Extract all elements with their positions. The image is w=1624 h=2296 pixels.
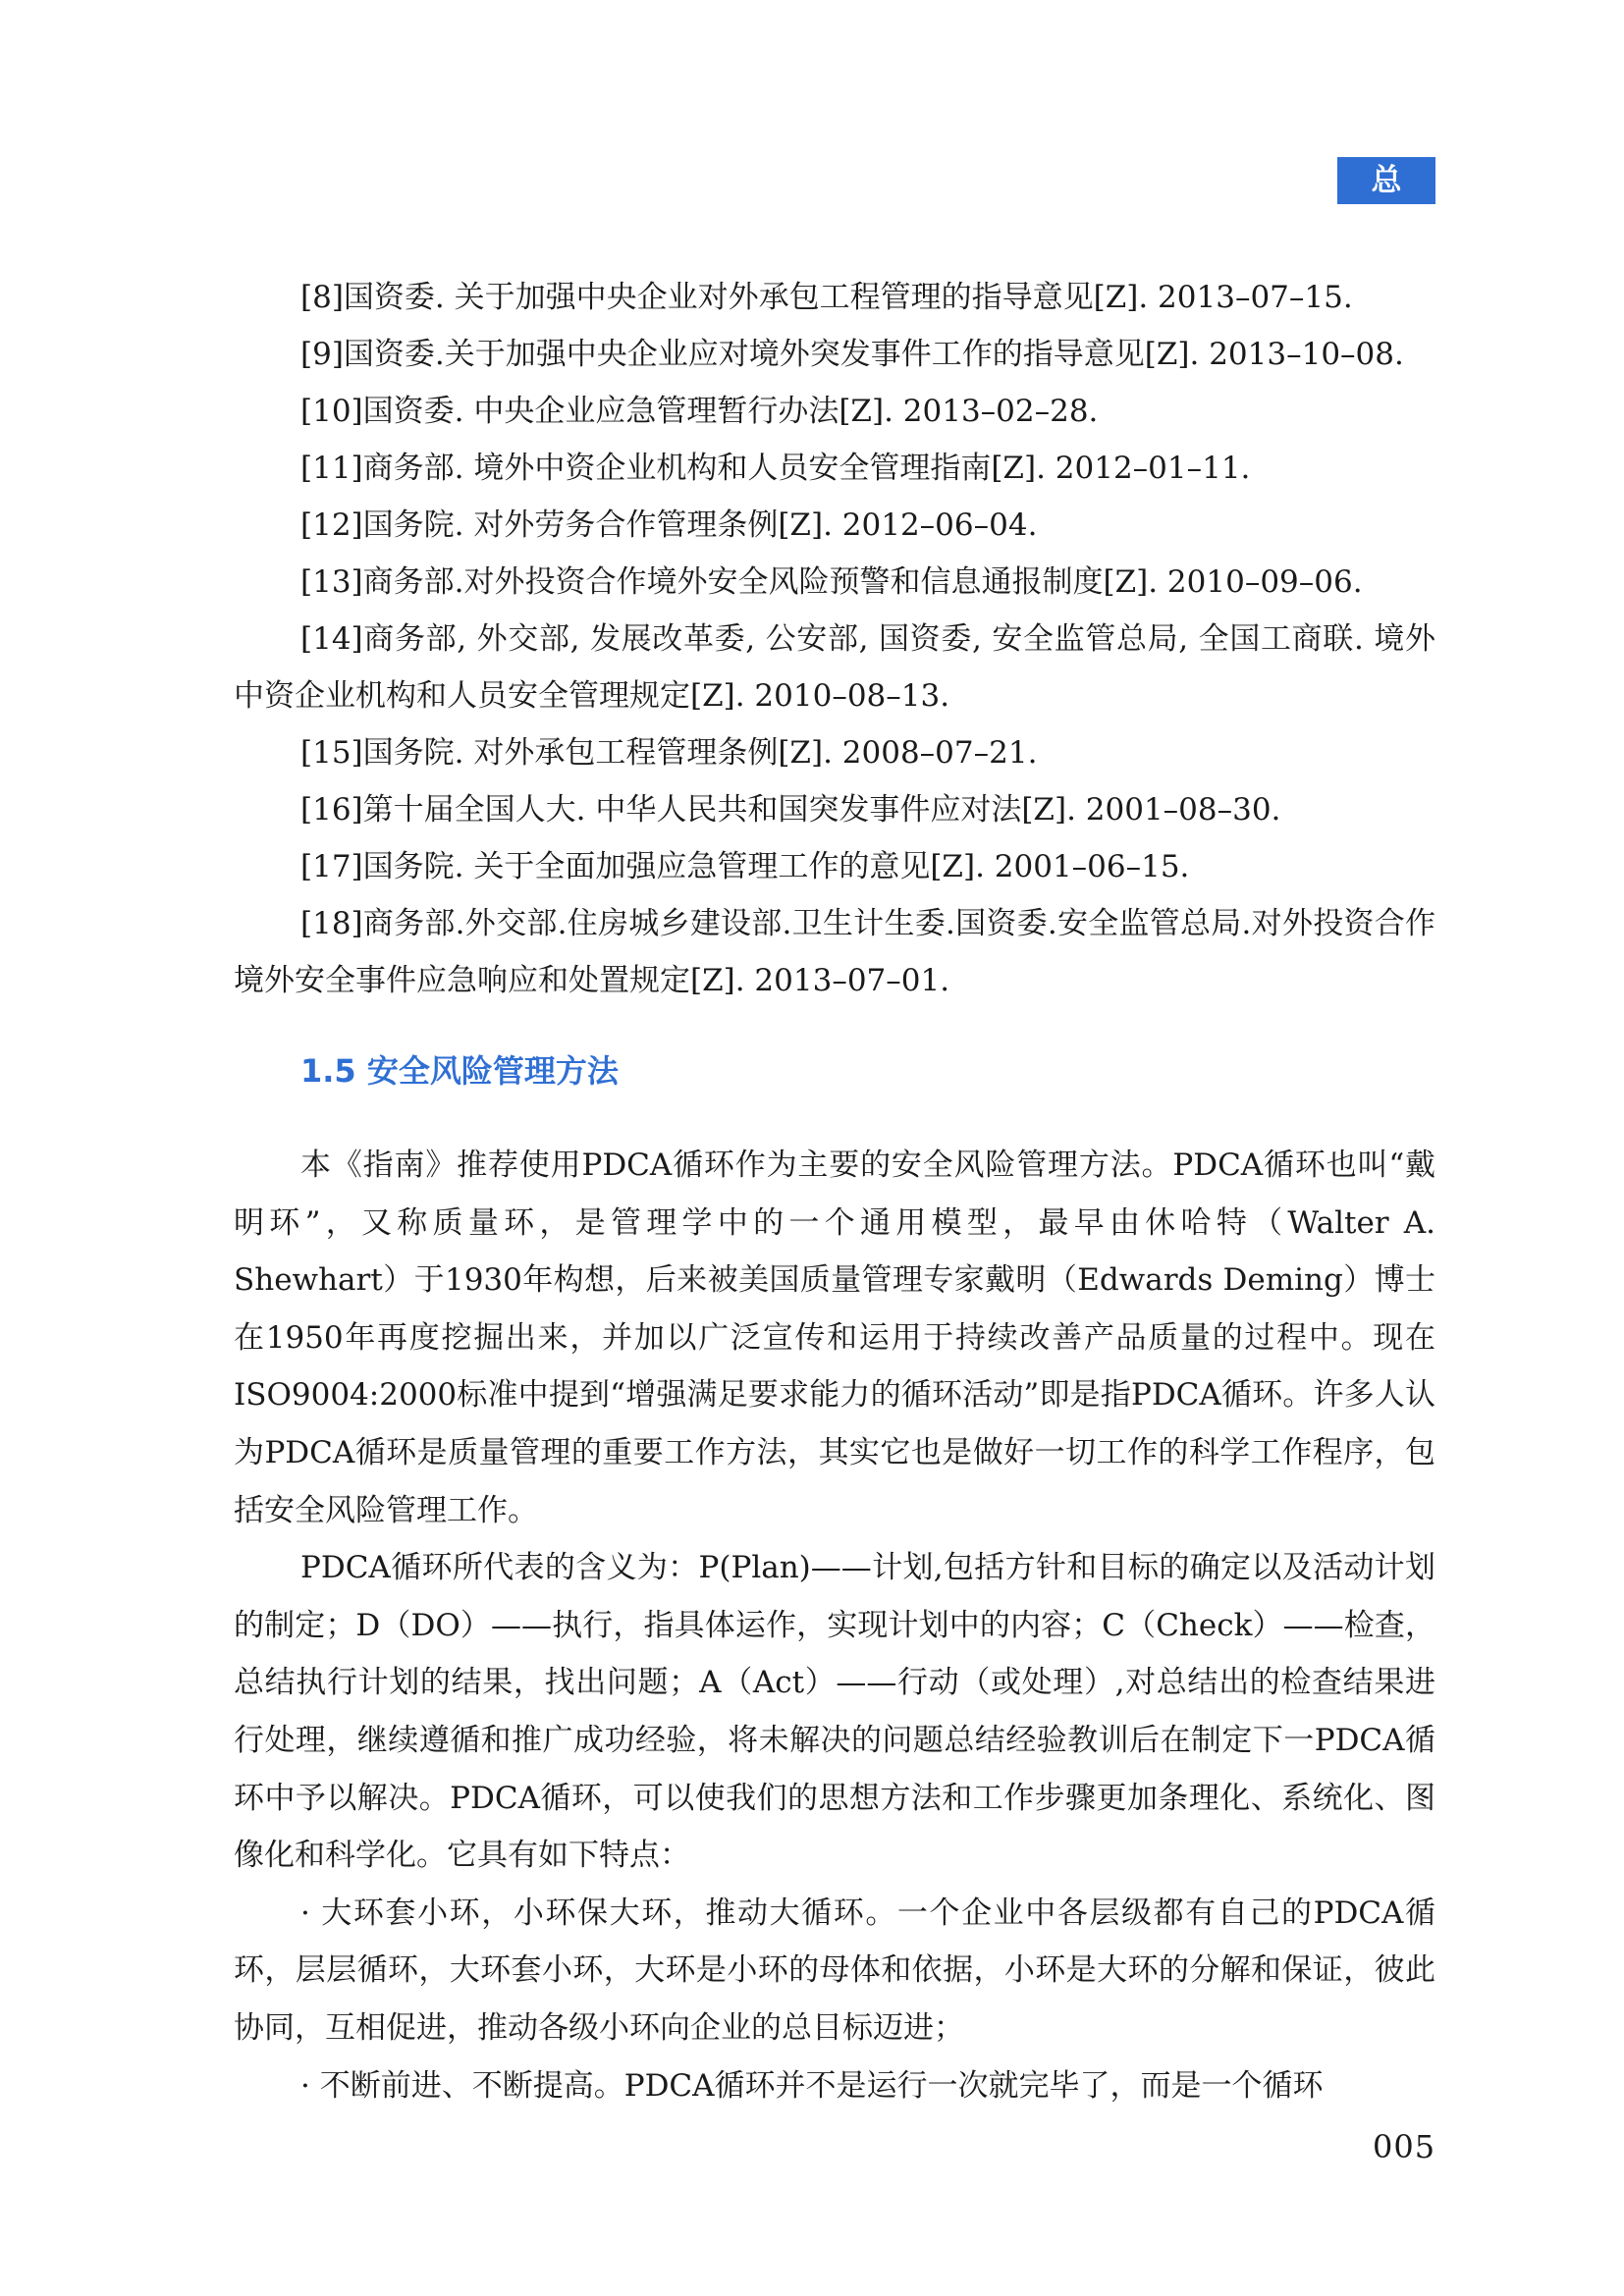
reference-item: [18]商务部.外交部.住房城乡建设部.卫生计生委.国资委.安全监管总局.对外投资合作境外安全事件应急响应和处置规定[Z]. 2013–07–01. (234, 906, 1435, 998)
bullet-paragraph: · 不断前进、不断提高。PDCA循环并不是运行一次就完毕了，而是一个循环 (300, 2067, 1324, 2104)
reference-item: [13]商务部.对外投资合作境外安全风险预警和信息通报制度[Z]. 2010–09–06. (300, 564, 1363, 600)
reference-list (234, 269, 1435, 1009)
reference-item: [17]国务院. 关于全面加强应急管理工作的意见[Z]. 2001–06–15. (300, 849, 1190, 884)
section-heading: 1.5 安全风险管理方法 (300, 1052, 619, 1090)
reference-item: [14]商务部, 外交部, 发展改革委, 公安部, 国资委, 安全监管总局, 全国工商联. 境外中资企业机构和人员安全管理规定[Z]. 2010–08–13. (234, 621, 1435, 714)
page-number: 005 (1373, 2128, 1436, 2165)
reference-item: [10]国资委. 中央企业应急管理暂行办法[Z]. 2013–02–28. (300, 394, 1099, 429)
section-body (234, 1137, 1435, 2114)
reference-item: [15]国务院. 对外承包工程管理条例[Z]. 2008–07–21. (300, 735, 1038, 771)
body-paragraph: PDCA循环所代表的含义为：P(Plan)——计划,包括方针和目标的确定以及活动计划的制定；D（DO）——执行，指具体运作，实现计划中的内容；C（Check）——检查，总结执行计划的结果，找出问题；A（Act）——行动（或处理）,对总结出的检查结果进行处理，继续遵循和推广成功经验，将未解决的问题总结经验教训后在制定下一PDCA循环中予以解决。PDCA循环，可以使我们的思想方法和工作步骤更加条理化、系统化、图像化和科学化。它具有如下特点： (234, 1550, 1435, 1874)
reference-item: [9]国资委.关于加强中央企业应对境外突发事件工作的指导意见[Z]. 2013–10–08. (300, 337, 1404, 372)
reference-item: [8]国资委. 关于加强中央企业对外承包工程管理的指导意见[Z]. 2013–07–15. (300, 280, 1353, 315)
chapter-tab: 总 论 (1337, 157, 1435, 204)
bullet-paragraph: · 大环套小环，小环保大环，推动大循环。一个企业中各层级都有自己的PDCA循环，层层循环，大环套小环，大环是小环的母体和依据，小环是大环的分解和保证，彼此协同，互相促进，推动各级小环向企业的总目标迈进； (234, 1895, 1435, 2046)
body-paragraph: 本《指南》推荐使用PDCA循环作为主要的安全风险管理方法。PDCA循环也叫“戴明环”，又称质量环，是管理学中的一个通用模型，最早由休哈特（Walter A. Shewhart）于1930年构想，后来被美国质量管理专家戴明（Edwards Deming）博士在1950年再度挖掘出来，并加以广泛宣传和运用于持续改善产品质量的过程中。现在ISO9004:2000标准中提到“增强满足要求能力的循环活动”即是指PDCA循环。许多人认为PDCA循环是质量管理的重要工作方法，其实它也是做好一切工作的科学工作程序，包括安全风险管理工作。 (234, 1148, 1435, 1528)
reference-item: [16]第十届全国人大. 中华人民共和国突发事件应对法[Z]. 2001–08–30. (300, 792, 1281, 828)
reference-item: [11]商务部. 境外中资企业机构和人员安全管理指南[Z]. 2012–01–11. (300, 451, 1251, 486)
reference-item: [12]国务院. 对外劳务合作管理条例[Z]. 2012–06–04. (300, 507, 1038, 543)
